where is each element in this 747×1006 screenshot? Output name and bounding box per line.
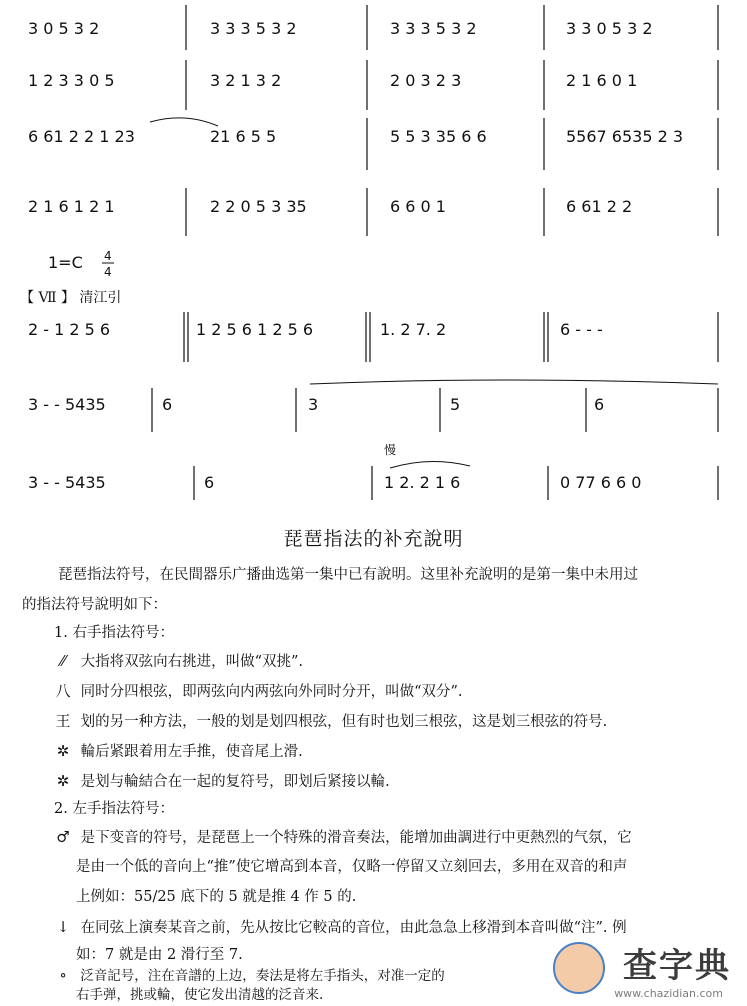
mascot-icon	[553, 942, 605, 994]
score-row2-m3: 2 0 3 2 3	[390, 71, 462, 90]
right-item-1-text: 大指将双弦向右挑进，叫做“双挑”.	[80, 654, 304, 670]
score-row7-m3: 1 2. 2 1 6	[384, 473, 461, 492]
score-svg	[0, 0, 747, 500]
score-row5-m2: 1 2 5 6 1 2 5 6	[196, 320, 314, 339]
score-row4-m1: 2 1 6 1 2 1	[28, 197, 115, 216]
score-row-7	[28, 442, 718, 500]
score-row2-m1: 1 2 3 3 0 5	[28, 71, 115, 90]
intro-line-1: 琵琶指法符号，在民間器乐广播曲选第一集中已有說明。这里补充說明的是第一集中未用过	[58, 567, 638, 583]
score-row5-m1: 2 - 1 2 5 6	[28, 320, 111, 339]
right-item-3	[50, 706, 730, 737]
score-row6-m4: 5	[450, 395, 461, 414]
score-row4-m2: 2 2 0 5 3 35	[210, 197, 307, 216]
score-row2-m2: 3 2 1 3 2	[210, 71, 282, 90]
right-item-5-text: 是划与輪結合在一起的复符号，即划后紧接以輪.	[80, 774, 390, 790]
right-item-5	[50, 766, 730, 797]
score-row3-m1: 6 61 2 2 1 23	[28, 127, 135, 146]
left-item-2-line2: 如：7 就是由 2 滑行至 7.	[76, 947, 243, 963]
score-row1-m3: 3 3 3 5 3 2	[390, 19, 477, 38]
score-row3-m3: 5 5 3 35 6 6	[390, 127, 487, 146]
score-row1-m1: 3 0 5 3 2	[28, 19, 100, 38]
score-row4-m3: 6 6 0 1	[390, 197, 446, 216]
score-row-1	[28, 5, 718, 50]
right-item-1	[50, 646, 730, 677]
tremolo-push-symbol-icon: ✲	[56, 742, 70, 760]
right-item-2	[50, 676, 730, 707]
watermark-site: www.chazidian.com	[614, 987, 723, 1000]
left-item-3-line1: 泛音記号，注在音譜的上边，奏法是将左手指头，对准一定的	[80, 968, 445, 984]
right-item-2-text: 同时分四根弦，即两弦向内两弦向外同时分开，叫做“双分”.	[80, 684, 463, 700]
watermark-logo: 查字典	[623, 946, 731, 986]
score-row-4	[28, 188, 718, 236]
section-label: 【 Ⅶ 】 清江引	[20, 290, 122, 306]
left-item-2-line1: 在同弦上演奏某音之前，先从按比它較高的音位，由此急急上移滑到本音叫做“注”. 例	[80, 920, 627, 936]
left-item-3-line2: 右手弹，挑或輪，使它发出清越的泛音来.	[76, 987, 324, 1003]
score-row-6	[28, 380, 718, 432]
score-row-3	[28, 118, 718, 170]
left-item-1-line1: 是下变音的符号，是琵琶上一个特殊的滑音奏法，能增加曲調进行中更熱烈的气氛，它	[80, 830, 632, 846]
double-pick-symbol-icon: ⁄⁄	[60, 652, 66, 670]
doc-title: 琵琶指法的补充說明	[283, 528, 464, 550]
score-row3-m2: 21 6 5 5	[210, 127, 277, 146]
time-signature-top: 4	[104, 249, 112, 263]
score-row6-m3: 3	[308, 395, 319, 414]
double-split-symbol-icon: 八	[55, 682, 71, 700]
score-row2-m4: 2 1 6 0 1	[566, 71, 638, 90]
right-item-3-text: 划的另一种方法，一般的划是划四根弦，但有时也划三根弦，这是划三根弦的符号.	[80, 714, 608, 730]
left-item-1	[50, 822, 730, 853]
score-row-2	[28, 60, 718, 110]
score-row6-m2: 6	[162, 395, 173, 414]
site-watermark	[541, 932, 741, 1002]
score-row1-m2: 3 3 3 5 3 2	[210, 19, 297, 38]
right-item-4-text: 輪后紧跟着用左手推，使音尾上滑.	[80, 744, 303, 760]
push-bend-symbol-icon: ♂	[56, 828, 70, 846]
score-row6-m1: 3 - - 5435	[28, 395, 106, 414]
score-row5-m4: 6 - - -	[560, 320, 603, 339]
slide-arrow-symbol-icon: ↓	[56, 918, 70, 936]
score-row6-m5: 6	[594, 395, 605, 414]
right-hand-heading: 1. 右手指法符号：	[54, 625, 174, 641]
tempo-mark: 慢	[384, 443, 397, 457]
right-item-4	[50, 736, 730, 767]
score-row4-m4: 6 61 2 2	[566, 197, 633, 216]
score-row7-m4: 0 77 6 6 0	[560, 473, 642, 492]
key-signature	[48, 249, 114, 279]
harmonic-circle-symbol-icon: ∘	[59, 966, 67, 984]
three-string-sweep-symbol-icon: 王	[55, 712, 71, 730]
score-row-5	[28, 312, 718, 362]
jianpu-score	[0, 0, 747, 500]
score-row5-m3: 1. 2 7. 2	[380, 320, 447, 339]
score-row7-m2: 6	[204, 473, 215, 492]
score-row7-m1: 3 - - 5435	[28, 473, 106, 492]
intro-line-2: 的指法符号說明如下：	[22, 597, 167, 613]
time-signature-bottom: 4	[104, 265, 112, 279]
score-row1-m4: 3 3 0 5 3 2	[566, 19, 653, 38]
key-signature-text: 1=C	[48, 253, 83, 272]
left-item-1-line3: 上例如：55/25 底下的 5 就是推 4 作 5 的.	[76, 889, 357, 905]
left-item-1-line2: 是由一个低的音向上“推”使它增高到本音，仅略一停留又立刻回去，多用在双音的和声	[76, 859, 628, 875]
sweep-tremolo-symbol-icon: ✲	[56, 772, 70, 790]
score-row3-m4: 5567 6535 2 3	[566, 127, 684, 146]
left-hand-heading: 2. 左手指法符号：	[54, 801, 174, 817]
